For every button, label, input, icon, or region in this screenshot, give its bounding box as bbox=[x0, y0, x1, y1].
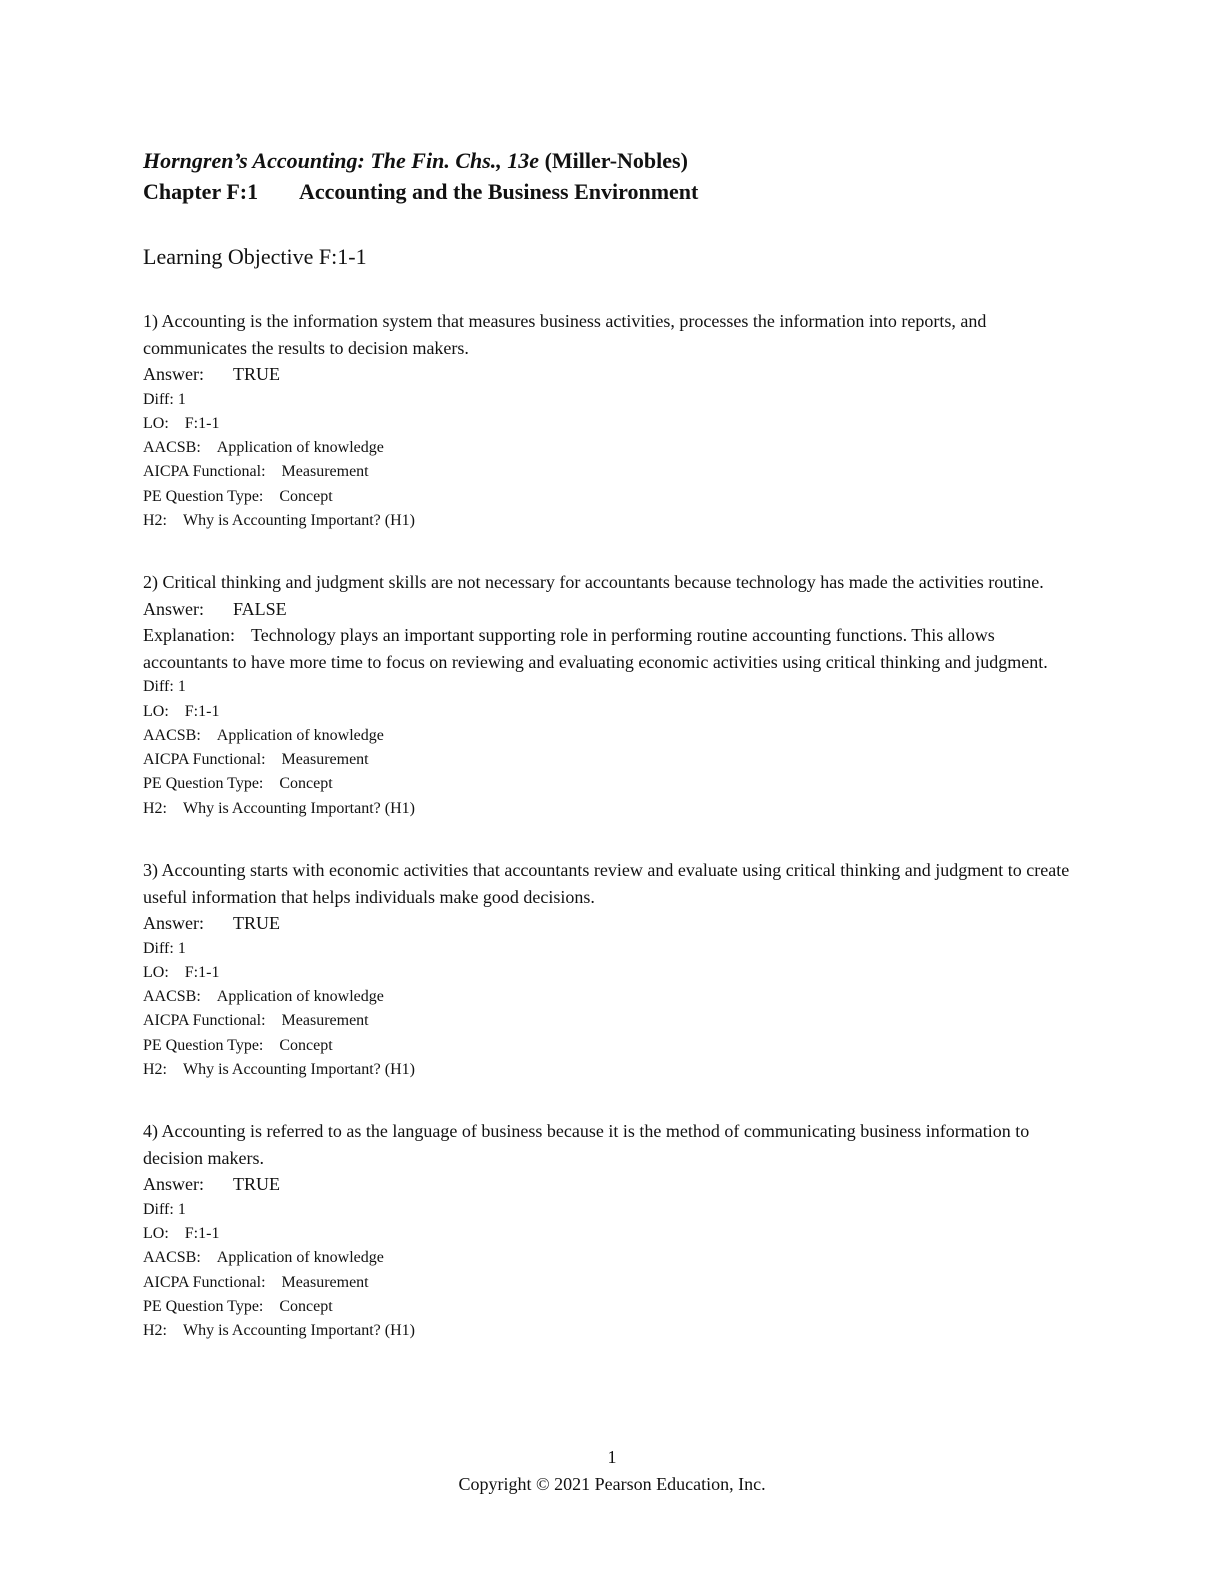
aicpa-label: AICPA Functional: bbox=[143, 1273, 266, 1291]
h2-line bbox=[143, 797, 1083, 821]
explanation-line bbox=[143, 622, 1083, 675]
pe-type-label: PE Question Type: bbox=[143, 1036, 264, 1054]
aacsb-value: Application of knowledge bbox=[216, 988, 384, 1006]
pe-type-label: PE Question Type: bbox=[143, 775, 264, 793]
copyright-notice: Copyright © 2021 Pearson Education, Inc. bbox=[458, 1474, 766, 1494]
aacsb-label: AACSB: bbox=[143, 439, 201, 457]
answer-label: Answer: bbox=[143, 1174, 204, 1195]
answer-line bbox=[143, 910, 1083, 937]
chapter-name: Accounting and the Business Environment bbox=[299, 179, 699, 204]
pe-type-value: Concept bbox=[279, 775, 333, 793]
h2-label: H2: bbox=[143, 1322, 167, 1340]
aicpa-label: AICPA Functional: bbox=[143, 463, 266, 481]
pe-type-label: PE Question Type: bbox=[143, 487, 264, 505]
aacsb-value: Application of knowledge bbox=[216, 726, 384, 744]
answer-line bbox=[143, 361, 1083, 388]
h2-value: Why is Accounting Important? (H1) bbox=[183, 799, 415, 817]
question-item bbox=[143, 569, 1083, 821]
diff-line bbox=[143, 675, 1083, 699]
aicpa-line bbox=[143, 1009, 1083, 1033]
question-item bbox=[143, 308, 1083, 533]
pe-type-line bbox=[143, 1295, 1083, 1319]
aicpa-line bbox=[143, 460, 1083, 484]
aacsb-label: AACSB: bbox=[143, 726, 201, 744]
explanation-label: Explanation: bbox=[143, 625, 235, 646]
aacsb-value: Application of knowledge bbox=[216, 439, 384, 457]
learning-objective-heading: Learning Objective F:1-1 bbox=[143, 244, 367, 269]
chapter-number: Chapter F:1 bbox=[143, 179, 259, 204]
aicpa-line bbox=[143, 748, 1083, 772]
explanation-value: Technology plays an important supporting role in performing routine accounting functions. This allows accountants to have more time to focus on reviewing and evaluating economic activities using critical thinking and judgment. bbox=[143, 625, 1048, 672]
lo-value: F:1-1 bbox=[184, 414, 220, 432]
diff-label: Diff: bbox=[143, 1200, 174, 1218]
h2-line bbox=[143, 1058, 1083, 1082]
page-number: 1 bbox=[607, 1447, 617, 1467]
lo-value: F:1-1 bbox=[184, 702, 220, 720]
diff-value: 1 bbox=[177, 939, 186, 957]
h2-label: H2: bbox=[143, 511, 167, 529]
diff-label: Diff: bbox=[143, 939, 174, 957]
diff-label: Diff: bbox=[143, 390, 174, 408]
answer-value: TRUE bbox=[233, 913, 280, 934]
aicpa-label: AICPA Functional: bbox=[143, 751, 266, 769]
question-item bbox=[143, 857, 1083, 1082]
diff-line bbox=[143, 937, 1083, 961]
aicpa-value: Measurement bbox=[281, 1273, 369, 1291]
question-item bbox=[143, 1118, 1083, 1343]
h2-label: H2: bbox=[143, 1061, 167, 1079]
answer-value: TRUE bbox=[233, 1174, 280, 1195]
answer-line bbox=[143, 1171, 1083, 1198]
h2-value: Why is Accounting Important? (H1) bbox=[183, 1322, 415, 1340]
chapter-title bbox=[143, 176, 1083, 208]
pe-type-line bbox=[143, 485, 1083, 509]
answer-line bbox=[143, 596, 1083, 623]
aacsb-label: AACSB: bbox=[143, 988, 201, 1006]
h2-value: Why is Accounting Important? (H1) bbox=[183, 511, 415, 529]
diff-line bbox=[143, 1198, 1083, 1222]
aacsb-line bbox=[143, 436, 1083, 460]
aacsb-line bbox=[143, 1246, 1083, 1270]
lo-line bbox=[143, 1222, 1083, 1246]
answer-value: TRUE bbox=[233, 364, 280, 384]
aicpa-value: Measurement bbox=[281, 463, 369, 481]
lo-label: LO: bbox=[143, 963, 169, 981]
aicpa-value: Measurement bbox=[281, 751, 369, 769]
aicpa-line bbox=[143, 1271, 1083, 1295]
lo-label: LO: bbox=[143, 702, 169, 720]
answer-value: FALSE bbox=[233, 598, 287, 619]
lo-line bbox=[143, 412, 1083, 436]
pe-type-line bbox=[143, 772, 1083, 796]
h2-label: H2: bbox=[143, 799, 167, 817]
lo-line bbox=[143, 700, 1083, 724]
pe-type-value: Concept bbox=[279, 1036, 333, 1054]
diff-value: 1 bbox=[177, 678, 186, 696]
aacsb-line bbox=[143, 985, 1083, 1009]
answer-label: Answer: bbox=[143, 598, 204, 619]
book-title bbox=[143, 146, 1083, 176]
question-text: 4) Accounting is referred to as the language of business because it is the method of communicating business information to decision makers. bbox=[143, 1121, 1030, 1168]
pe-type-label: PE Question Type: bbox=[143, 1298, 264, 1316]
pe-type-value: Concept bbox=[279, 1298, 333, 1316]
lo-label: LO: bbox=[143, 1225, 169, 1243]
page-content bbox=[143, 146, 1083, 1344]
lo-value: F:1-1 bbox=[184, 963, 220, 981]
lo-line bbox=[143, 961, 1083, 985]
diff-line bbox=[143, 388, 1083, 412]
aicpa-label: AICPA Functional: bbox=[143, 1012, 266, 1030]
book-title-author: (Miller-Nobles) bbox=[539, 148, 688, 173]
aicpa-value: Measurement bbox=[281, 1012, 369, 1030]
book-title-italic: Horngren’s Accounting: The Fin. Chs., 13e bbox=[143, 148, 540, 173]
aacsb-value: Application of knowledge bbox=[216, 1249, 384, 1267]
question-text: 1) Accounting is the information system that measures business activities, processes the information into reports, and communicates the results to decision makers. bbox=[143, 311, 987, 358]
question-text: 2) Critical thinking and judgment skills are not necessary for accountants because technology has made the activities routine. bbox=[143, 572, 1044, 593]
lo-label: LO: bbox=[143, 414, 169, 432]
aacsb-label: AACSB: bbox=[143, 1249, 201, 1267]
diff-value: 1 bbox=[177, 1200, 186, 1218]
pe-type-line bbox=[143, 1034, 1083, 1058]
diff-value: 1 bbox=[177, 390, 186, 408]
aacsb-line bbox=[143, 724, 1083, 748]
answer-label: Answer: bbox=[143, 913, 204, 934]
question-text: 3) Accounting starts with economic activities that accountants review and evaluate using critical thinking and judgment to create useful information that helps individuals make good decisions. bbox=[143, 860, 1070, 907]
diff-label: Diff: bbox=[143, 678, 174, 696]
h2-line bbox=[143, 1319, 1083, 1343]
answer-label: Answer: bbox=[143, 364, 204, 384]
lo-value: F:1-1 bbox=[184, 1225, 220, 1243]
h2-line bbox=[143, 509, 1083, 533]
h2-value: Why is Accounting Important? (H1) bbox=[183, 1061, 415, 1079]
pe-type-value: Concept bbox=[279, 487, 333, 505]
